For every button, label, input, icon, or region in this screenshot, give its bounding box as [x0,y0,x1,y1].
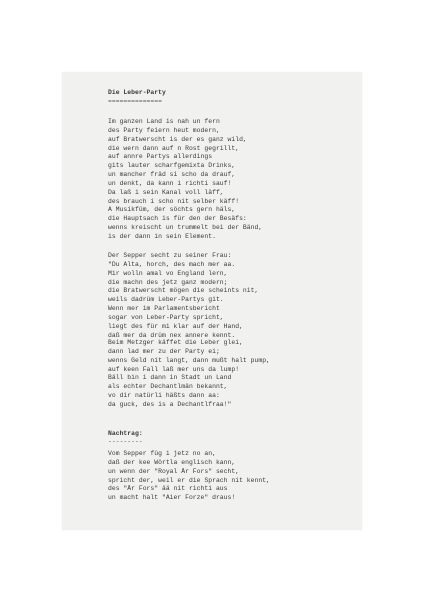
stanza-3 [108,339,354,410]
poem-line: un denkt, da kann i richti sauf! [108,179,232,187]
poem-line: dann lad mer zu der Party ei; [108,347,220,355]
poem-line: auf annre Partys allerdings [108,153,213,161]
stanza-1 [108,118,354,242]
poem-line: als echter Dechantlmän bekannt, [108,383,228,391]
poem-line: Der Sepper secht zu seiner Frau: [108,252,232,259]
poem-line: Wenn mer im Parlamentsbericht [108,305,220,313]
poem-line: wenns kreischt un trummelt bei der Bänd, [108,224,263,232]
poem-line: die wern dann auf n Rost gegrillt, [108,144,240,152]
poem-line: un macht halt "Aier Forze" draus! [108,494,236,502]
poem-line: Beim Metzger käffet die Leber glei, [108,339,243,346]
stanza-4 [108,450,354,503]
poem-line: un mancher fräd si scho da drauf, [108,171,236,179]
poem-line: daß mer da drüm nex annere kennt. [108,331,236,339]
poem-line: Im ganzen Land is nah un fern [108,118,220,125]
nachtrag-underline: --------- [108,438,143,445]
stanza-2 [108,252,354,340]
poem-line: A Musikfüm, der söchts gern häls, [108,206,236,214]
poem-line: gits lauter scharfgemixta Drinks, [108,162,236,170]
poem-line: "Du Alta, horch, des mach mer aa. [108,260,236,268]
poem-line: vo dir natürli häßts dann aa: [108,392,220,400]
poem-line: die Bratwerscht mögen die scheints nit, [108,287,259,295]
poem-line: spricht der, weil er die Sprach nit kennt, [108,476,270,484]
poem-line: des Party feiern heut modern, [108,126,220,134]
poem-line: sogar von Leber-Party spricht, [108,313,224,321]
poem-line: die Hauptsach is für den der Besäfs: [108,215,247,223]
poem-line: auf keen Fall laß mer uns da lump! [108,365,240,373]
poem-line: Mir wolln amal vo England lern, [108,269,228,277]
title-underline: ============== [108,98,162,105]
poem-line: un wenn der "Royal Är Fors" secht, [108,467,240,475]
poem-line: Da laß i sein Kanal voll läff, [108,188,224,196]
nachtrag-heading: Nachtrag: [108,430,143,437]
typewritten-page [62,72,362,530]
poem-line: die machn des jetz ganz modern; [108,278,228,286]
poem-line: Vom Sepper füg i jetz no an, [108,450,216,457]
poem-line: is der dann in sein Element. [108,232,216,240]
poem-line: da guck, des is a Dechantlfraa!" [108,400,232,408]
poem-line: wenns Geld nit langt, dann mußt halt pump, [108,356,270,364]
poem-title: Die Leber-Party [108,89,166,96]
poem-line: auf Bratwerscht is der es ganz wild, [108,135,247,143]
poem-line: weils dadrüm Leber-Partys git. [108,296,224,304]
poem-line: liegt des für mi klar auf der Hand, [108,322,243,330]
poem-line: daß der kee Wörtla englisch kann, [108,458,236,466]
poem-line: Bäll bin i dann in Stadt un Land [108,374,232,382]
poem-line: des "Är Fors" ää nit richti aus [108,485,228,493]
poem-line: des brauch i scho nit selber käff! [108,197,240,205]
